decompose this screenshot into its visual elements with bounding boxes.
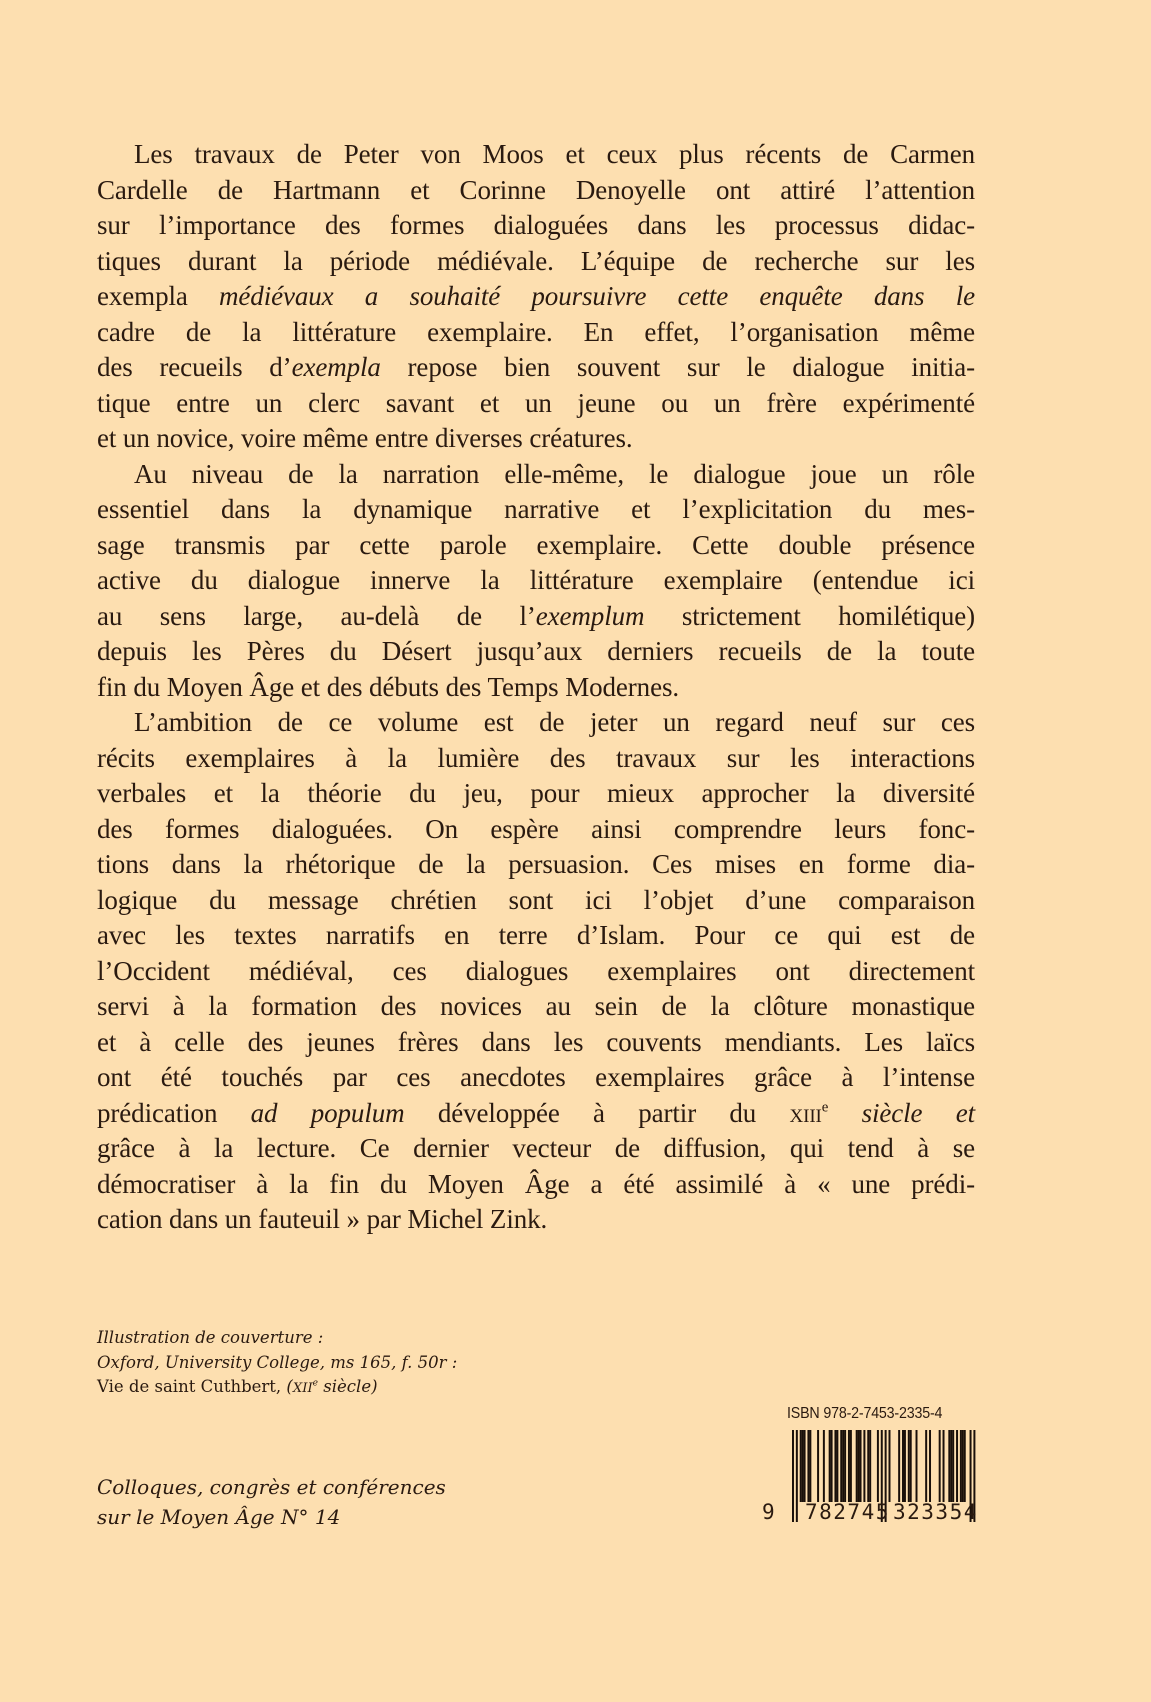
paragraph — [97, 137, 975, 457]
text-line: démocratiser à la fin du Moyen Âge a été assimilé à « une prédi- — [97, 1168, 975, 1199]
barcode-digits-right: 323354 — [893, 1500, 978, 1524]
text-line: sur l’importance des formes dialoguées dans les processus didac- — [97, 210, 975, 240]
caption-source: Oxford, University College, ms 165, f. 50r : — [97, 1352, 458, 1372]
text-line: tique entre un clerc savant et un jeune ou un frère expérimenté — [97, 387, 975, 418]
caption-heading: Illustration de couverture : — [97, 1328, 324, 1347]
cover-illustration-caption — [97, 1326, 457, 1402]
series-title — [97, 1472, 446, 1532]
text-line: logique du message chrétien sont ici l’objet d’une comparaison — [97, 884, 975, 915]
text-line: servi à la formation des novices au sein de la clôture monastique — [97, 991, 975, 1021]
series-line-2: sur le Moyen Âge N° 14 — [97, 1505, 341, 1529]
text-line: sage transmis par cette parole exemplaire. Cette double présence — [97, 529, 975, 560]
text-line: tions dans la rhétorique de la persuasion. Ces mises en forme dia- — [97, 849, 975, 879]
text-line: exempla médiévaux a souhaité poursuivre cette enquête dans le — [97, 281, 975, 311]
text-line: ont été touchés par ces anecdotes exemplaires grâce à l’intense — [97, 1062, 975, 1092]
text-line: depuis les Pères du Désert jusqu’aux derniers recueils de la toute — [97, 636, 975, 666]
series-line-1: Colloques, congrès et conférences — [97, 1475, 446, 1499]
caption-title: Vie de saint Cuthbert, (XIIe siècle) — [97, 1377, 378, 1396]
text-line: verbales et la théorie du jeu, pour mieux approcher la diversité — [97, 778, 975, 808]
text-line: des recueils d’exempla repose bien souvent sur le dialogue initia- — [97, 352, 975, 382]
text-line: essentiel dans la dynamique narrative et l’explicitation du mes- — [97, 494, 975, 524]
isbn-label: ISBN 978-2-7453-2335-4 — [787, 1405, 943, 1422]
text-line: l’Occident médiéval, ces dialogues exemplaires ont directement — [97, 955, 975, 986]
back-cover-description — [97, 137, 975, 1238]
text-line: Cardelle de Hartmann et Corinne Denoyelle ont attiré l’attention — [97, 174, 975, 205]
text-line: Au niveau de la narration elle-même, le dialogue joue un rôle — [134, 458, 975, 489]
barcode-digits-left: 782745 — [805, 1500, 890, 1524]
text-line: avec les textes narratifs en terre d’Islam. Pour ce qui est de — [97, 920, 975, 950]
text-line: fin du Moyen Âge et des débuts des Temps Modernes. — [97, 671, 680, 702]
text-line: et un novice, voire même entre diverses créatures. — [97, 423, 633, 453]
text-line: grâce à la lecture. Ce dernier vecteur de diffusion, qui tend à se — [97, 1133, 975, 1163]
isbn-barcode-block — [760, 1405, 980, 1530]
text-line: Les travaux de Peter von Moos et ceux plus récents de Carmen — [134, 139, 975, 169]
paragraph — [97, 705, 975, 1238]
text-line: cadre de la littérature exemplaire. En effet, l’organisation même — [97, 316, 975, 347]
text-line: cation dans un fauteuil » par Michel Zink. — [97, 1204, 548, 1234]
text-line: tiques durant la période médiévale. L’équipe de recherche sur les — [97, 245, 975, 276]
text-line: active du dialogue innerve la littérature exemplaire (entendue ici — [97, 565, 975, 595]
text-line: prédication ad populum développée à partir du xiii$^e$ siècle et — [97, 1097, 976, 1128]
text-line: récits exemplaires à la lumière des travaux sur les interactions — [97, 742, 975, 773]
text-line: au sens large, au-delà de l’exemplum strictement homilétique) — [97, 600, 975, 631]
text-line: des formes dialoguées. On espère ainsi comprendre leurs fonc- — [97, 813, 975, 844]
barcode-digit-first: 9 — [762, 1500, 775, 1524]
text-line: et à celle des jeunes frères dans les couvents mendiants. Les laïcs — [97, 1026, 975, 1057]
text-line: L’ambition de ce volume est de jeter un regard neuf sur ces — [134, 707, 975, 737]
paragraph — [97, 457, 975, 706]
